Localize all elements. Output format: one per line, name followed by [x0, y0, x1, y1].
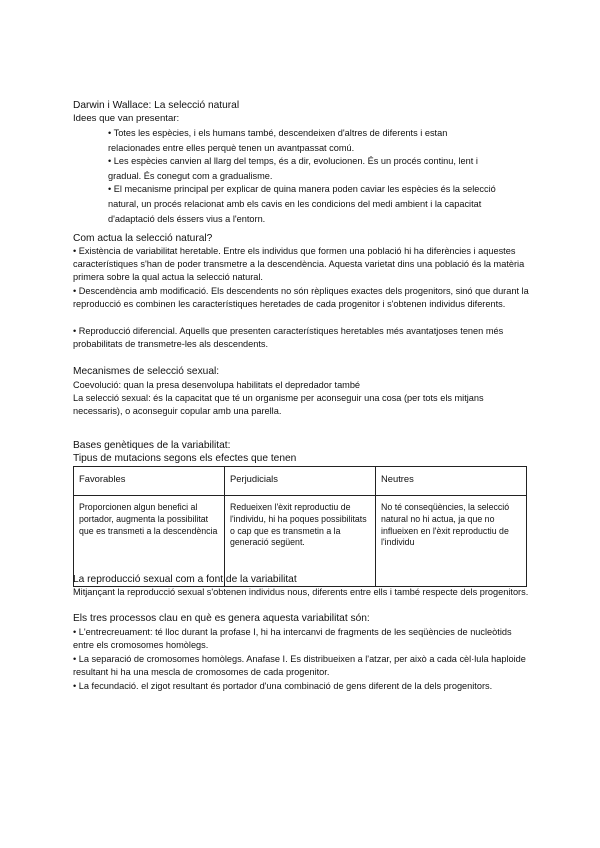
how-section-title: Com actua la selecció natural? — [73, 233, 213, 244]
table-header-cell: Perjudicials — [225, 467, 376, 496]
how-item-3: • Reproducció diferencial. Aquells que presenten característiques heretables més avantatjoses tenen més probabilitats de transmetre-les als descendents. — [73, 326, 504, 350]
idea-item-1: • Totes les espècies, i els humans també, descendeixen d'altres de diferents i estan relacionades entre elles perquè tenen un avantpassat comú. — [108, 128, 448, 153]
mech-item-1: Coevolució: quan la presa desenvolupa habilitats el depredador també — [73, 380, 361, 390]
mech-item-2: La selecció sexual: és la capacitat que té un organisme per aconseguir una cosa (per tots els mitjans necessaris), o aconseguir copular amb una parella. — [73, 393, 484, 417]
table-header-row — [74, 467, 527, 496]
idea-item-2: • Les espècies canvien al llarg del temps, és a dir, evolucionen. És un procés continu, lent i gradual. És conegut com a gradualisme. — [108, 156, 478, 181]
table-cell: Redueixen l'èxit reproductiu de l'individu, hi ha poques possibilitats o cap que es transmetin a la generació següent. — [225, 496, 376, 587]
table-cell: Proporcionen algun benefici al portador, augmenta la possibilitat que es transmeti a la descendència — [74, 496, 225, 587]
how-item-2: • Descendència amb modificació. Els descendents no són rèpliques exactes dels progenitors, sinó que durant la reproducció es combinen les característiques heretades de cada progenitor i s'obtenen individus diferents. — [73, 286, 529, 310]
processes-intro: Els tres processos clau en què es genera aquesta variabilitat són: — [73, 613, 370, 624]
repro-intro: Mitjançant la reproducció sexual s'obtenen individus nous, diferents entre ells i també respecte dels progenitors. — [73, 587, 529, 597]
process-item-3: • La fecundació. el zigot resultant és portador d'una combinació de gens diferent de la dels progenitors. — [73, 681, 493, 691]
ideas-intro: Idees que van presentar: — [73, 113, 180, 124]
process-item-1: • L'entrecreuament: té lloc durant la profase I, hi ha intercanvi de fragments de les seqüències de nucleòtids entre els cromosomes homòlegs. — [73, 627, 512, 651]
bases-subtitle: Tipus de mutacions segons els efectes que tenen — [73, 453, 297, 464]
table-header-cell: Neutres — [376, 467, 527, 496]
repro-section-title: La reproducció sexual com a font de la variabilitat — [73, 574, 297, 585]
mech-section-title: Mecanismes de selecció sexual: — [73, 366, 220, 377]
process-item-2: • La separació de cromosomes homòlegs. Anafase I. Es distribueixen a l'atzar, per això a cada cèl·lula haploide resultant hi ha una mescla de cromosomes de cada progenitor. — [73, 654, 526, 678]
table-cell: No té conseqüències, la selecció natural no hi actua, ja que no influeixen en l'èxit reproductiu de l'individu — [376, 496, 527, 587]
mutations-table — [73, 466, 527, 587]
bases-section-title: Bases genètiques de la variabilitat: — [73, 440, 231, 451]
how-item-1: • Existència de variabilitat heretable. Entre els individus que formen una població hi ha diferències i aquestes característiques s'han de poder transmetre a la descendència. Aquesta varietat dins una població és la matèria primera sobre la qual actua la selecció natural. — [73, 246, 525, 283]
idea-item-3: • El mecanisme principal per explicar de quina manera poden caviar les espècies és la selecció natural, un procés relacionat amb els cavis en les condicions del medi ambient i la capacitat d'adaptació dels éssers vius a l'entorn. — [108, 184, 496, 224]
table-header-cell: Favorables — [74, 467, 225, 496]
page-title: Darwin i Wallace: La selecció natural — [73, 100, 240, 111]
